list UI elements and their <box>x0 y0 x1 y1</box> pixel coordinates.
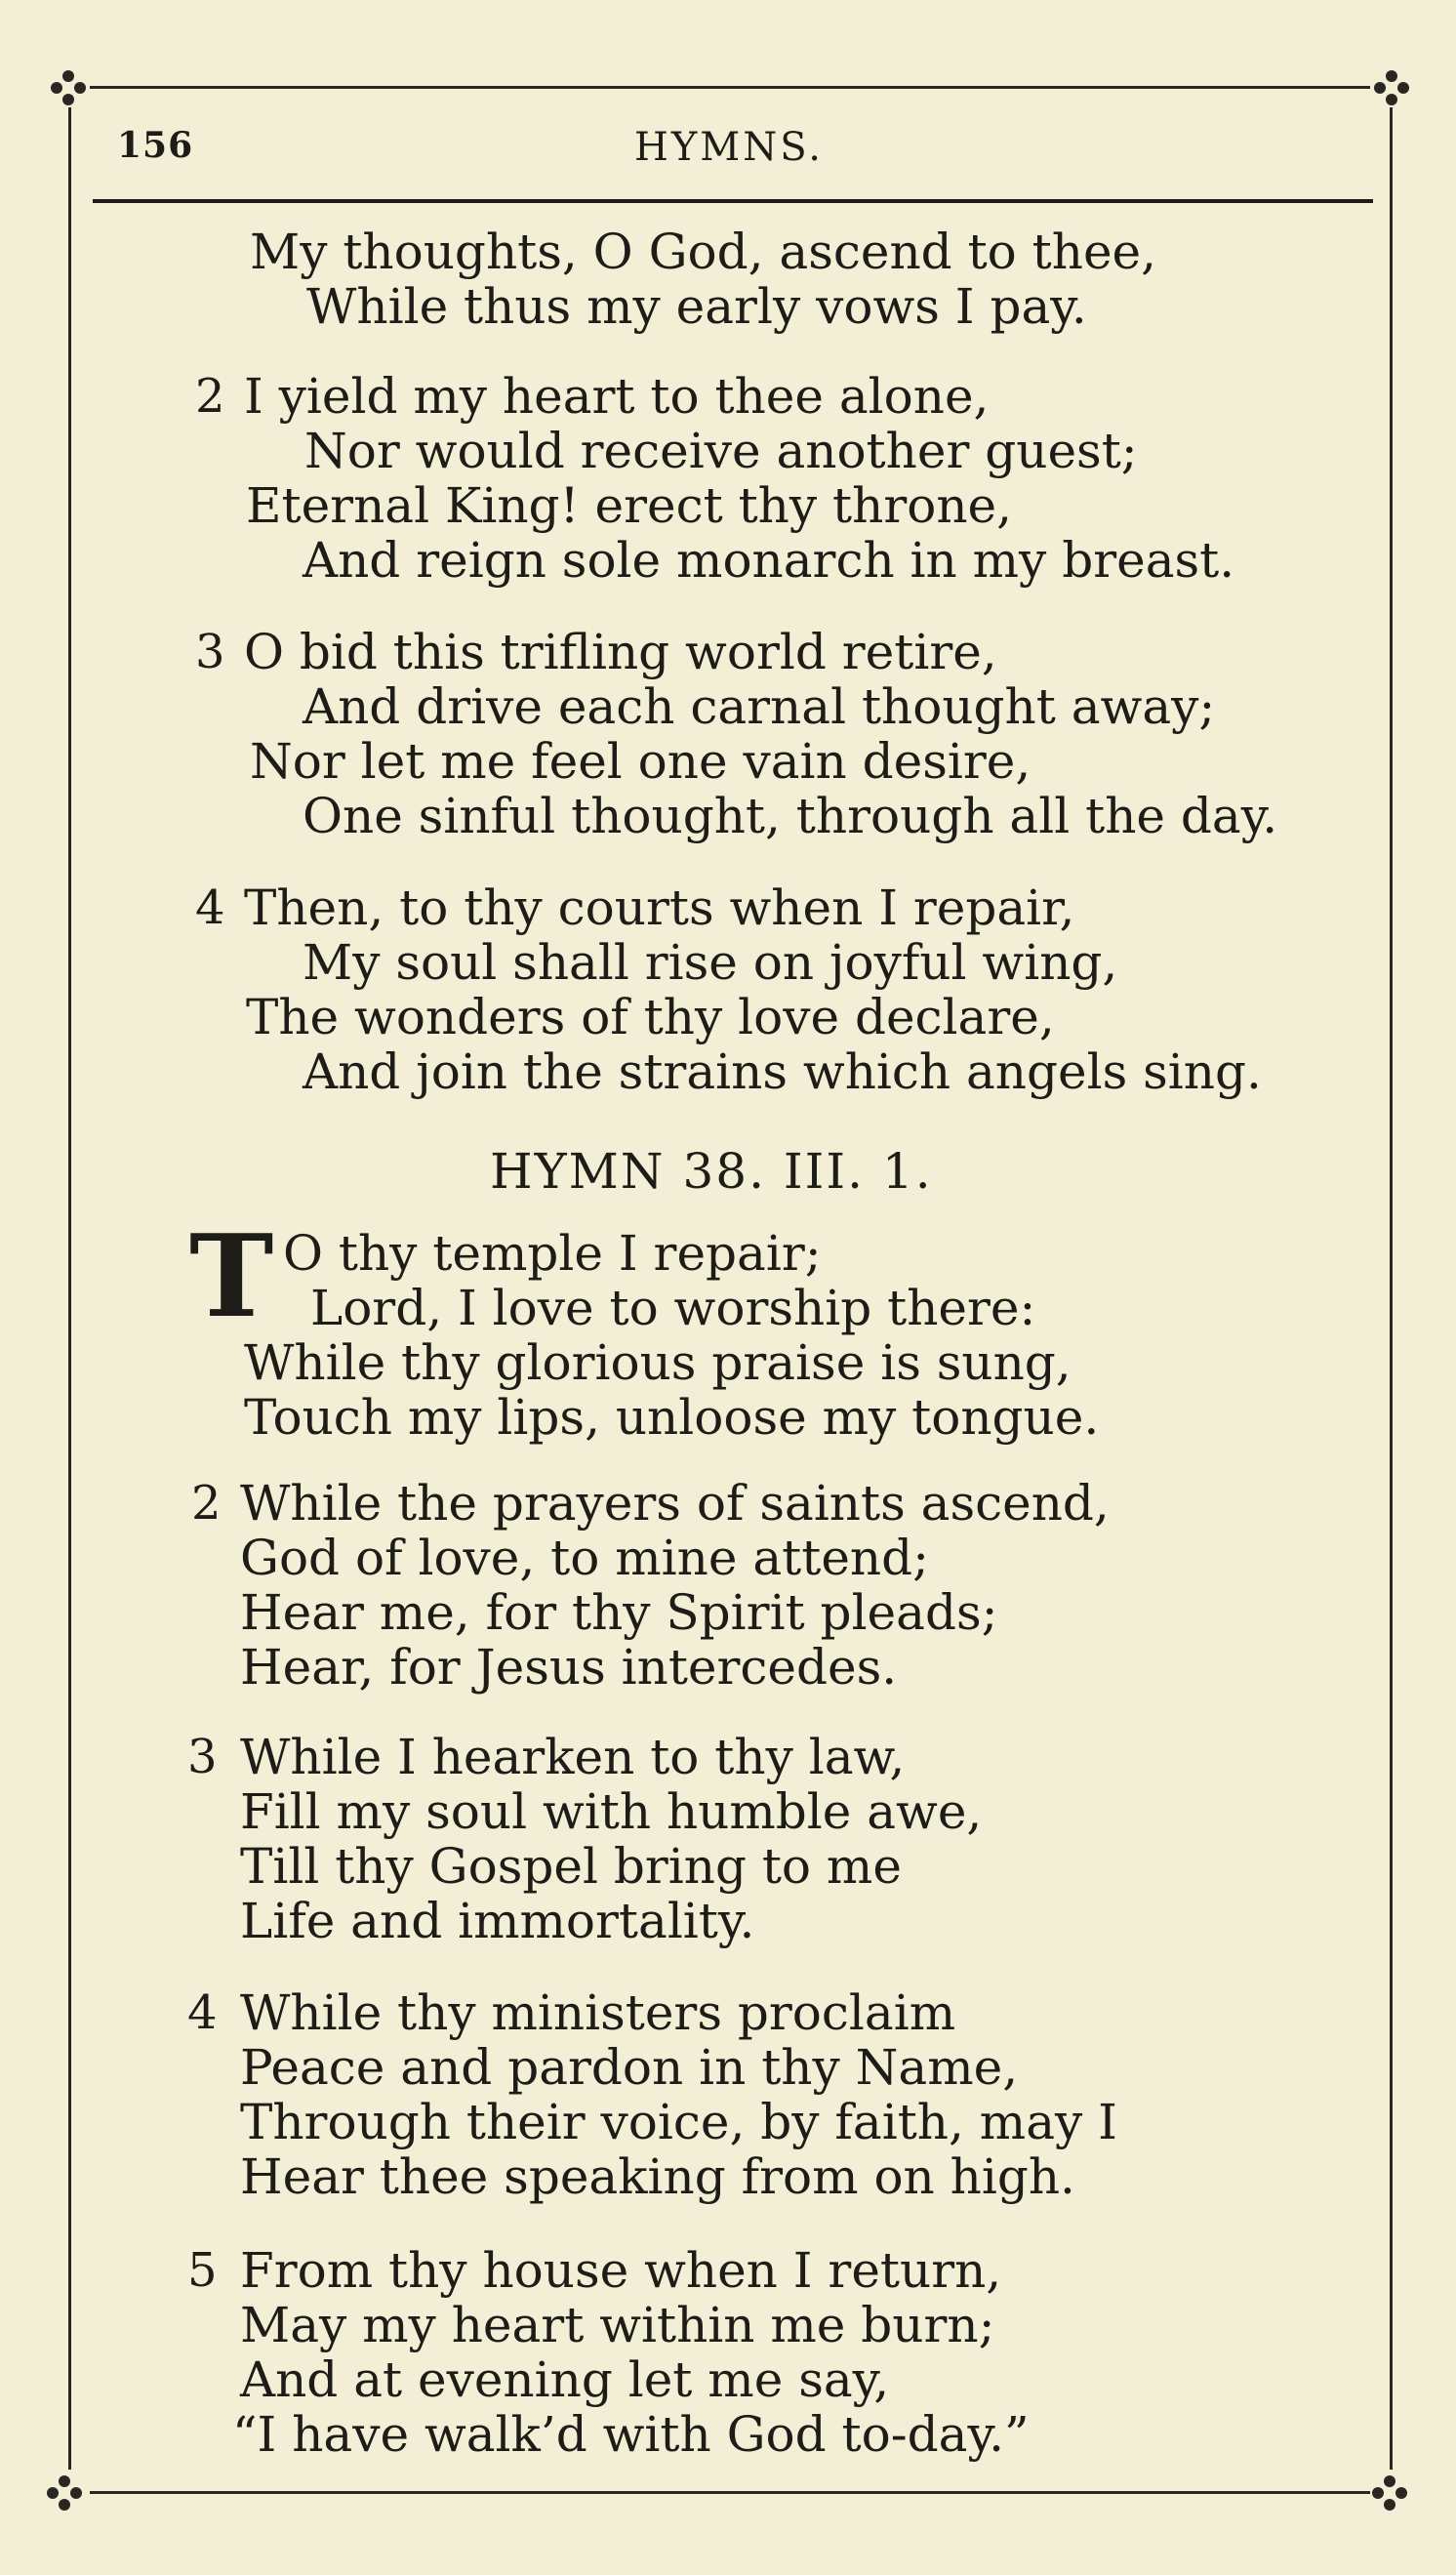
left-border <box>68 107 71 2470</box>
verse-line: Lord, I love to worship there: <box>310 1280 1036 1336</box>
verse-line: And reign sole monarch in my breast. <box>303 532 1235 589</box>
stanza-number: 3 <box>195 625 225 679</box>
corner-ornament-bottom-right-icon <box>1368 2472 1411 2514</box>
hymn-title: HYMN 38. III. 1. <box>490 1143 933 1200</box>
corner-ornament-bottom-left-icon <box>43 2472 86 2514</box>
verse-line: God of love, to mine attend; <box>240 1530 929 1586</box>
verse-line: And at evening let me say, <box>240 2351 890 2408</box>
verse-line: May my heart within me burn; <box>240 2297 995 2353</box>
verse-line: My thoughts, O God, ascend to thee, <box>250 224 1157 280</box>
page-header <box>117 125 1366 174</box>
verse-line: Nor let me feel one vain desire, <box>250 733 1031 790</box>
header-rule <box>93 199 1373 203</box>
verse-line: Hear thee speaking from on high. <box>240 2148 1075 2205</box>
verse-line: Fill my soul with humble awe, <box>240 1783 983 1840</box>
verse-line: Life and immortality. <box>240 1893 755 1949</box>
verse-line: Peace and pardon in thy Name, <box>240 2039 1019 2096</box>
bottom-border <box>90 2491 1370 2494</box>
verse-line: While I hearken to thy law, <box>240 1729 906 1785</box>
verse-line: Till thy Gospel bring to me <box>240 1838 902 1895</box>
running-title: HYMNS. <box>634 125 824 170</box>
verse-line: O bid this trifling world retire, <box>244 624 997 680</box>
verse-line: O thy temple I repair; <box>283 1225 822 1282</box>
verse-line: The wonders of thy love declare, <box>246 989 1055 1045</box>
top-border <box>90 86 1370 89</box>
stanza-number: 2 <box>195 369 225 424</box>
verse-line: Eternal King! erect thy throne, <box>246 477 1013 534</box>
verse-line: Hear, for Jesus intercedes. <box>240 1639 898 1696</box>
verse-line: Touch my lips, unloose my tongue. <box>244 1389 1100 1446</box>
verse-line: One sinful thought, through all the day. <box>303 788 1278 844</box>
stanza-number: 5 <box>187 2243 218 2298</box>
right-border <box>1390 107 1393 2470</box>
verse-line: Then, to thy courts when I repair, <box>244 879 1075 936</box>
verse-line: While thus my early vows I pay. <box>306 278 1087 335</box>
verse-line: “I have walk’d with God to-day.” <box>232 2406 1030 2463</box>
drop-cap: T <box>189 1210 274 1343</box>
verse-line: Through their voice, by faith, may I <box>240 2094 1117 2150</box>
verse-line: From thy house when I return, <box>240 2242 1002 2299</box>
stanza-number: 3 <box>187 1730 218 1784</box>
verse-line: And drive each carnal thought away; <box>303 678 1216 735</box>
stanza-number: 2 <box>191 1476 222 1531</box>
verse-line: Hear me, for thy Spirit pleads; <box>240 1584 998 1641</box>
verse-line: While thy glorious praise is sung, <box>244 1334 1072 1391</box>
stanza-number: 4 <box>187 1985 218 2040</box>
corner-ornament-top-right-icon <box>1370 66 1413 109</box>
verse-line: I yield my heart to thee alone, <box>244 368 990 425</box>
verse-line: And join the strains which angels sing. <box>303 1043 1262 1100</box>
stanza-number: 4 <box>195 880 225 935</box>
page-number: 156 <box>117 125 194 166</box>
corner-ornament-top-left-icon <box>47 66 90 109</box>
verse-line: While thy ministers proclaim <box>240 1984 956 2041</box>
verse-line: Nor would receive another guest; <box>304 423 1138 479</box>
verse-line: My soul shall rise on joyful wing, <box>303 934 1118 991</box>
verse-line: While the prayers of saints ascend, <box>240 1475 1110 1532</box>
